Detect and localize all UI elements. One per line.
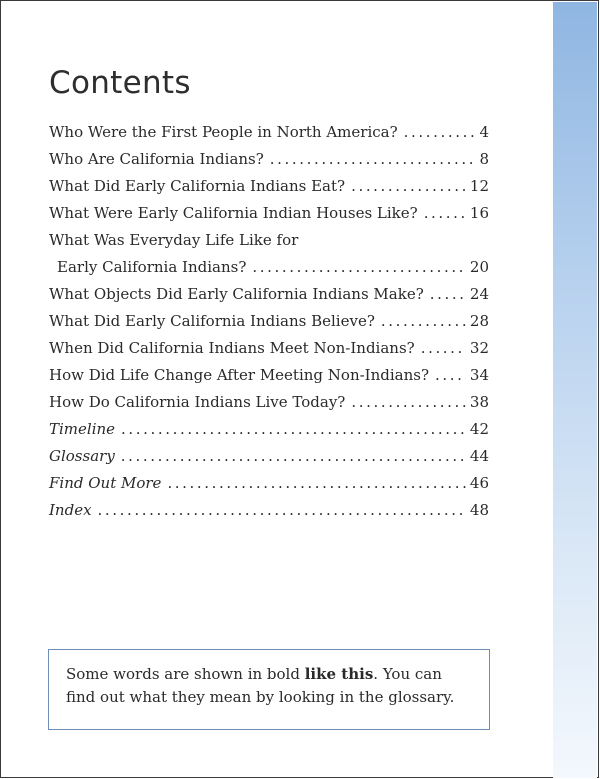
- note-bold-example: like this: [304, 665, 374, 683]
- toc-entry: [49, 119, 489, 146]
- toc-entry-line: [49, 254, 489, 281]
- toc-entry-title: Early California Indians?: [57, 258, 247, 276]
- toc-page-number: 34: [469, 366, 489, 384]
- toc-entry: [49, 416, 489, 443]
- toc-page-number: 16: [469, 204, 489, 222]
- toc-entry: [49, 470, 489, 497]
- toc-entry-line: [49, 389, 489, 416]
- toc-page-number: 38: [469, 393, 489, 411]
- dot-leader: [252, 254, 466, 281]
- toc-entry-title: What Did Early California Indians Believe?: [49, 312, 375, 330]
- toc-entry-line: [49, 308, 489, 335]
- dot-leader: [404, 119, 476, 146]
- dot-leader: [270, 146, 476, 173]
- glossary-note-box: [48, 649, 490, 730]
- toc-entry: [49, 173, 489, 200]
- toc-entry-line: [49, 227, 489, 254]
- dot-leader: [167, 470, 465, 497]
- dot-leader: [98, 497, 466, 524]
- dot-leader: [421, 335, 466, 362]
- dot-leader: [381, 308, 466, 335]
- toc-entry-title: Glossary: [49, 447, 115, 465]
- toc-entry-line: [49, 146, 489, 173]
- toc-page-number: 32: [469, 339, 489, 357]
- toc-page-number: 24: [469, 285, 489, 303]
- toc-entry-title: How Do California Indians Live Today?: [49, 393, 346, 411]
- toc-page-number: 46: [469, 474, 489, 492]
- toc-entry-line: [49, 497, 489, 524]
- toc-page-number: 42: [469, 420, 489, 438]
- toc-entry-title: What Was Everyday Life Like for: [49, 231, 299, 249]
- toc-entry: [49, 200, 489, 227]
- toc-entry-line: [49, 362, 489, 389]
- dot-leader: [351, 173, 466, 200]
- toc-entry: [49, 146, 489, 173]
- toc-entry-line: [49, 470, 489, 497]
- note-text-end: . You can find out what they mean by looking in the glossary.: [66, 665, 455, 706]
- blue-side-band: [553, 2, 597, 778]
- toc-entry-line: [49, 200, 489, 227]
- toc-page-number: 48: [469, 501, 489, 519]
- toc-entry-title: Find Out More: [49, 474, 162, 492]
- dot-leader: [121, 443, 466, 470]
- toc-entry-title: What Did Early California Indians Eat?: [49, 177, 346, 195]
- toc-entry: [49, 281, 489, 308]
- table-of-contents: [49, 119, 489, 524]
- toc-page-number: 4: [479, 123, 489, 141]
- toc-entry-line: [49, 416, 489, 443]
- note-text-start: Some words are shown in bold: [66, 665, 305, 683]
- toc-entry: [49, 227, 489, 281]
- toc-entry: [49, 443, 489, 470]
- page-title: Contents: [49, 65, 191, 101]
- toc-page-number: 20: [469, 258, 489, 276]
- toc-page-number: 28: [469, 312, 489, 330]
- toc-entry-title: Timeline: [49, 420, 116, 438]
- toc-entry-title: What Objects Did Early California Indians Make?: [49, 285, 424, 303]
- toc-entry-line: [49, 281, 489, 308]
- toc-entry: [49, 389, 489, 416]
- dot-leader: [351, 389, 466, 416]
- toc-entry: [49, 497, 489, 524]
- toc-page-number: 8: [479, 150, 489, 168]
- toc-entry: [49, 308, 489, 335]
- dot-leader: [121, 416, 466, 443]
- toc-entry-title: How Did Life Change After Meeting Non-Indians?: [49, 366, 430, 384]
- toc-entry-line: [49, 173, 489, 200]
- toc-entry-title: Who Were the First People in North America?: [49, 123, 398, 141]
- toc-entry-title: Who Are California Indians?: [49, 150, 264, 168]
- toc-entry-line: [49, 443, 489, 470]
- toc-entry-line: [49, 335, 489, 362]
- toc-page-number: 44: [469, 447, 489, 465]
- dot-leader: [435, 362, 466, 389]
- toc-entry: [49, 335, 489, 362]
- toc-page-number: 12: [469, 177, 489, 195]
- toc-entry-line: [49, 119, 489, 146]
- dot-leader: [424, 200, 466, 227]
- dot-leader: [430, 281, 466, 308]
- toc-entry-title: Index: [49, 501, 92, 519]
- toc-entry-title: What Were Early California Indian Houses Like?: [49, 204, 418, 222]
- toc-entry-title: When Did California Indians Meet Non-Indians?: [49, 339, 415, 357]
- toc-entry: [49, 362, 489, 389]
